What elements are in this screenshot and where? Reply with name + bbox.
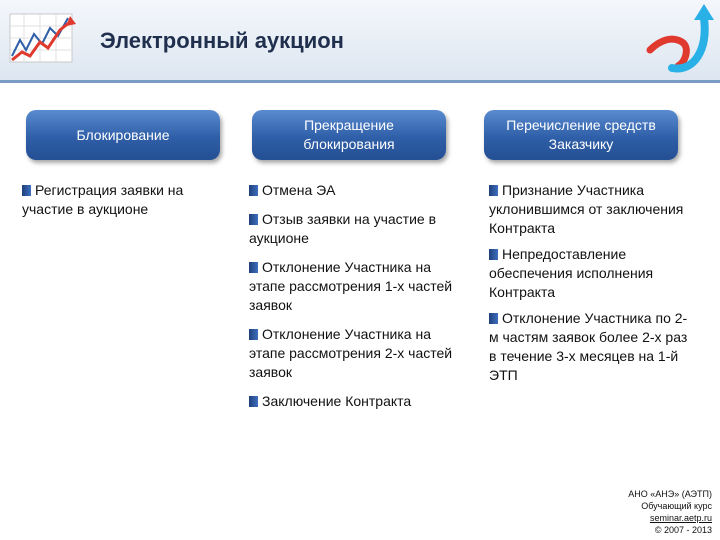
list-item: Непредоставление обеспечения исполнения Контракта bbox=[489, 246, 654, 300]
swoosh-logo-icon bbox=[642, 2, 716, 76]
list-item: Отклонение Участника на этапе рассмотрения 1-х частей заявок bbox=[249, 259, 453, 313]
list-item: Признание Участника уклонившимся от заключения Контракта bbox=[489, 182, 684, 236]
bullet-icon bbox=[489, 185, 498, 196]
bullet-icon bbox=[22, 185, 31, 196]
bullet-icon bbox=[249, 185, 258, 196]
list-item: Регистрация заявки на участие в аукционе bbox=[22, 182, 184, 217]
bullet-icon bbox=[489, 313, 498, 324]
list-item: Отзыв заявки на участие в аукционе bbox=[249, 211, 437, 246]
page-title: Электронный аукцион bbox=[100, 28, 344, 53]
bullet-icon bbox=[249, 396, 258, 407]
column-blocking bbox=[22, 181, 222, 219]
bullet-icon bbox=[249, 329, 258, 340]
heading-unblocking: Прекращение блокирования bbox=[252, 110, 446, 160]
column-transfer bbox=[489, 181, 689, 385]
footer-org: АНО «АНЭ» (АЭТП) bbox=[628, 489, 712, 499]
bullet-icon bbox=[249, 214, 258, 225]
bullet-icon bbox=[249, 262, 258, 273]
footer-copyright: © 2007 - 2013 bbox=[654, 525, 712, 535]
footer-info bbox=[582, 488, 712, 536]
header-bar bbox=[0, 0, 720, 83]
growth-chart-icon bbox=[4, 6, 80, 68]
list-item: Отклонение Участника по 2-м частям заявок более 2-х раз в течение 3-х месяцев на 1-й ЭТП bbox=[489, 310, 688, 383]
footer-course: Обучающий курс bbox=[641, 501, 712, 511]
heading-blocking: Блокирование bbox=[26, 110, 220, 160]
heading-transfer: Перечисление средств Заказчику bbox=[484, 110, 678, 160]
list-item: Отклонение Участника на этапе рассмотрения 2-х частей заявок bbox=[249, 326, 453, 380]
list-item: Отмена ЭА bbox=[249, 181, 464, 200]
column-unblocking bbox=[249, 181, 464, 411]
bullet-icon bbox=[489, 249, 498, 260]
footer-link[interactable]: seminar.aetp.ru bbox=[649, 513, 712, 523]
list-item: Заключение Контракта bbox=[249, 392, 464, 411]
